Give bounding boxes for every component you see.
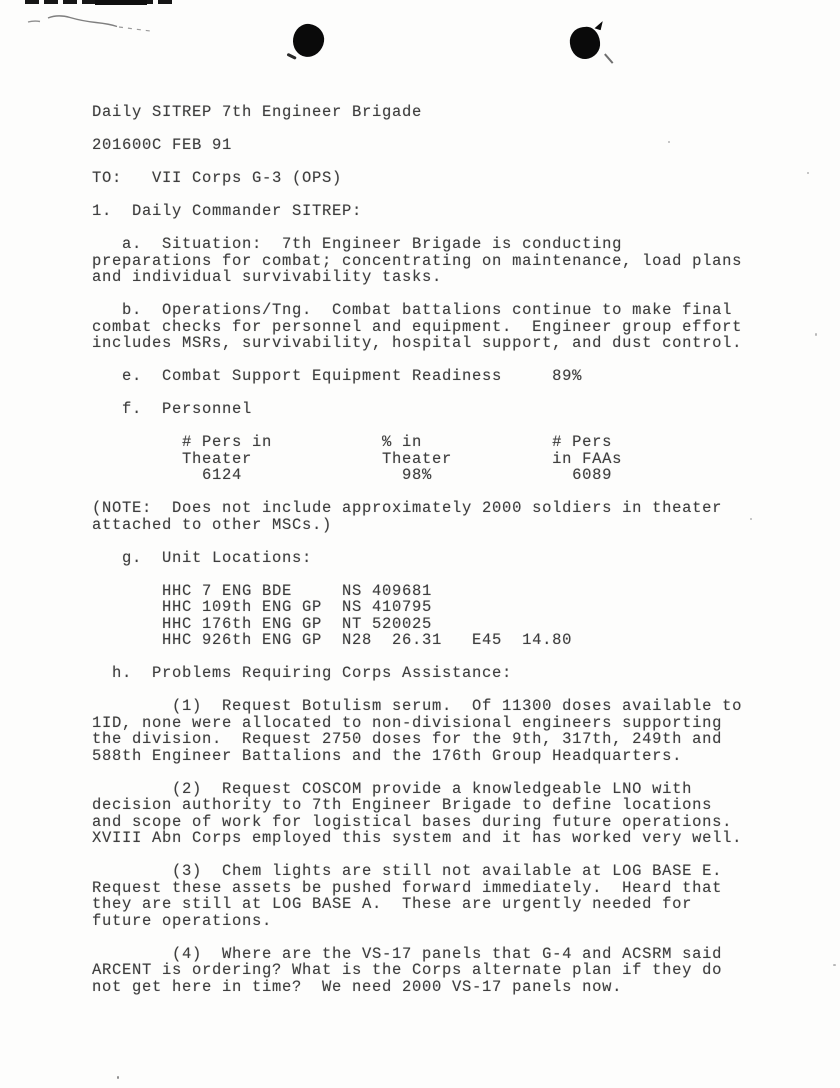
document-line [92,121,812,138]
document-line: TO: VII Corps G-3 (OPS) [92,169,343,187]
document-line: e. Combat Support Equipment Readiness 89% [92,367,583,385]
document-line: HHC 109th ENG GP NS 410795 [92,598,433,616]
document-line [92,484,812,501]
document-line: future operations. [92,911,273,930]
document-line [92,764,812,781]
document-line [92,566,812,583]
cut-off-print-marks [95,0,147,5]
document-line: and scope of work for logistical bases during future operations. [92,812,733,831]
document-line: g. Unit Locations: [92,548,313,567]
document-line: HHC 7 ENG BDE NS 409681 [92,581,433,600]
document-line: 6124 98% 6089 [92,466,613,484]
document-line: 1. Daily Commander SITREP: [92,202,363,220]
document-line: f. Personnel [92,400,253,418]
document-line: preparations for combat; concentrating on maintenance, load plans [92,251,743,270]
document-line [92,533,812,550]
document-line [92,187,812,204]
document-line: (1) Request Botulism serum. Of 11300 doses available to [92,697,743,715]
document-line [92,220,812,237]
document-line [92,154,812,171]
document-line [92,847,812,864]
ink-blot-icon [568,26,601,61]
document-line [92,286,812,303]
document-line: not get here in time? We need 2000 VS-17 panels now. [92,977,623,996]
document-line: decision authority to 7th Engineer Brigade to define locations [92,796,713,814]
document-line: they are still at LOG BASE A. These are urgently needed for [92,895,693,913]
ink-blot-icon [291,22,326,59]
scan-speck [815,333,817,336]
document-line: h. Problems Requiring Corps Assistance: [92,664,513,682]
document-line [92,352,812,369]
document-line [92,418,812,435]
document-line: Request these assets be pushed forward immediately. Heard that [92,878,723,897]
document-line: Theater Theater in FAAs [92,449,623,468]
document-line [92,929,812,946]
document-line: combat checks for personnel and equipment. Engineer group effort [92,317,743,336]
document-line: XVIII Abn Corps employed this system and it has worked very well. [92,829,743,847]
document-line: (3) Chem lights are still not available at LOG BASE E. [92,862,723,880]
document-line [92,649,812,666]
document-line: # Pers in % in # Pers [92,433,613,451]
document-line: (NOTE: Does not include approximately 2000 soldiers in theater [92,499,723,517]
pen-scratch-icon [20,10,180,50]
document-line: HHC 926th ENG GP N28 26.31 E45 14.80 [92,631,573,649]
document-line: the division. Request 2750 doses for the 9th, 317th, 249th and [92,730,723,748]
scan-speck [117,1076,119,1079]
document-line: 588th Engineer Battalions and the 176th Group Headquarters. [92,746,683,765]
document-line: (4) Where are the VS-17 panels that G-4 and ACSRM said [92,944,723,963]
document-line: includes MSRs, survivability, hospital support, and dust control. [92,334,743,352]
document-line: b. Operations/Tng. Combat battalions continue to make final [92,301,733,319]
document-line: HHC 176th ENG GP NT 520025 [92,614,433,633]
scan-speck [833,964,836,966]
document-line: and individual survivability tasks. [92,268,443,286]
document-line: Daily SITREP 7th Engineer Brigade [92,103,423,121]
document-line: ARCENT is ordering? What is the Corps alternate plan if they do [92,961,723,979]
document-line: a. Situation: 7th Engineer Brigade is conducting [92,235,623,253]
document-line: 201600C FEB 91 [92,136,233,154]
document-line [92,385,812,402]
document-line: 1ID, none were allocated to non-divisional engineers supporting [92,713,723,732]
document-line [92,682,812,699]
document-line: (2) Request COSCOM provide a knowledgeable LNO with [92,779,693,798]
document-line: attached to other MSCs.) [92,515,333,534]
document-text [92,104,812,995]
